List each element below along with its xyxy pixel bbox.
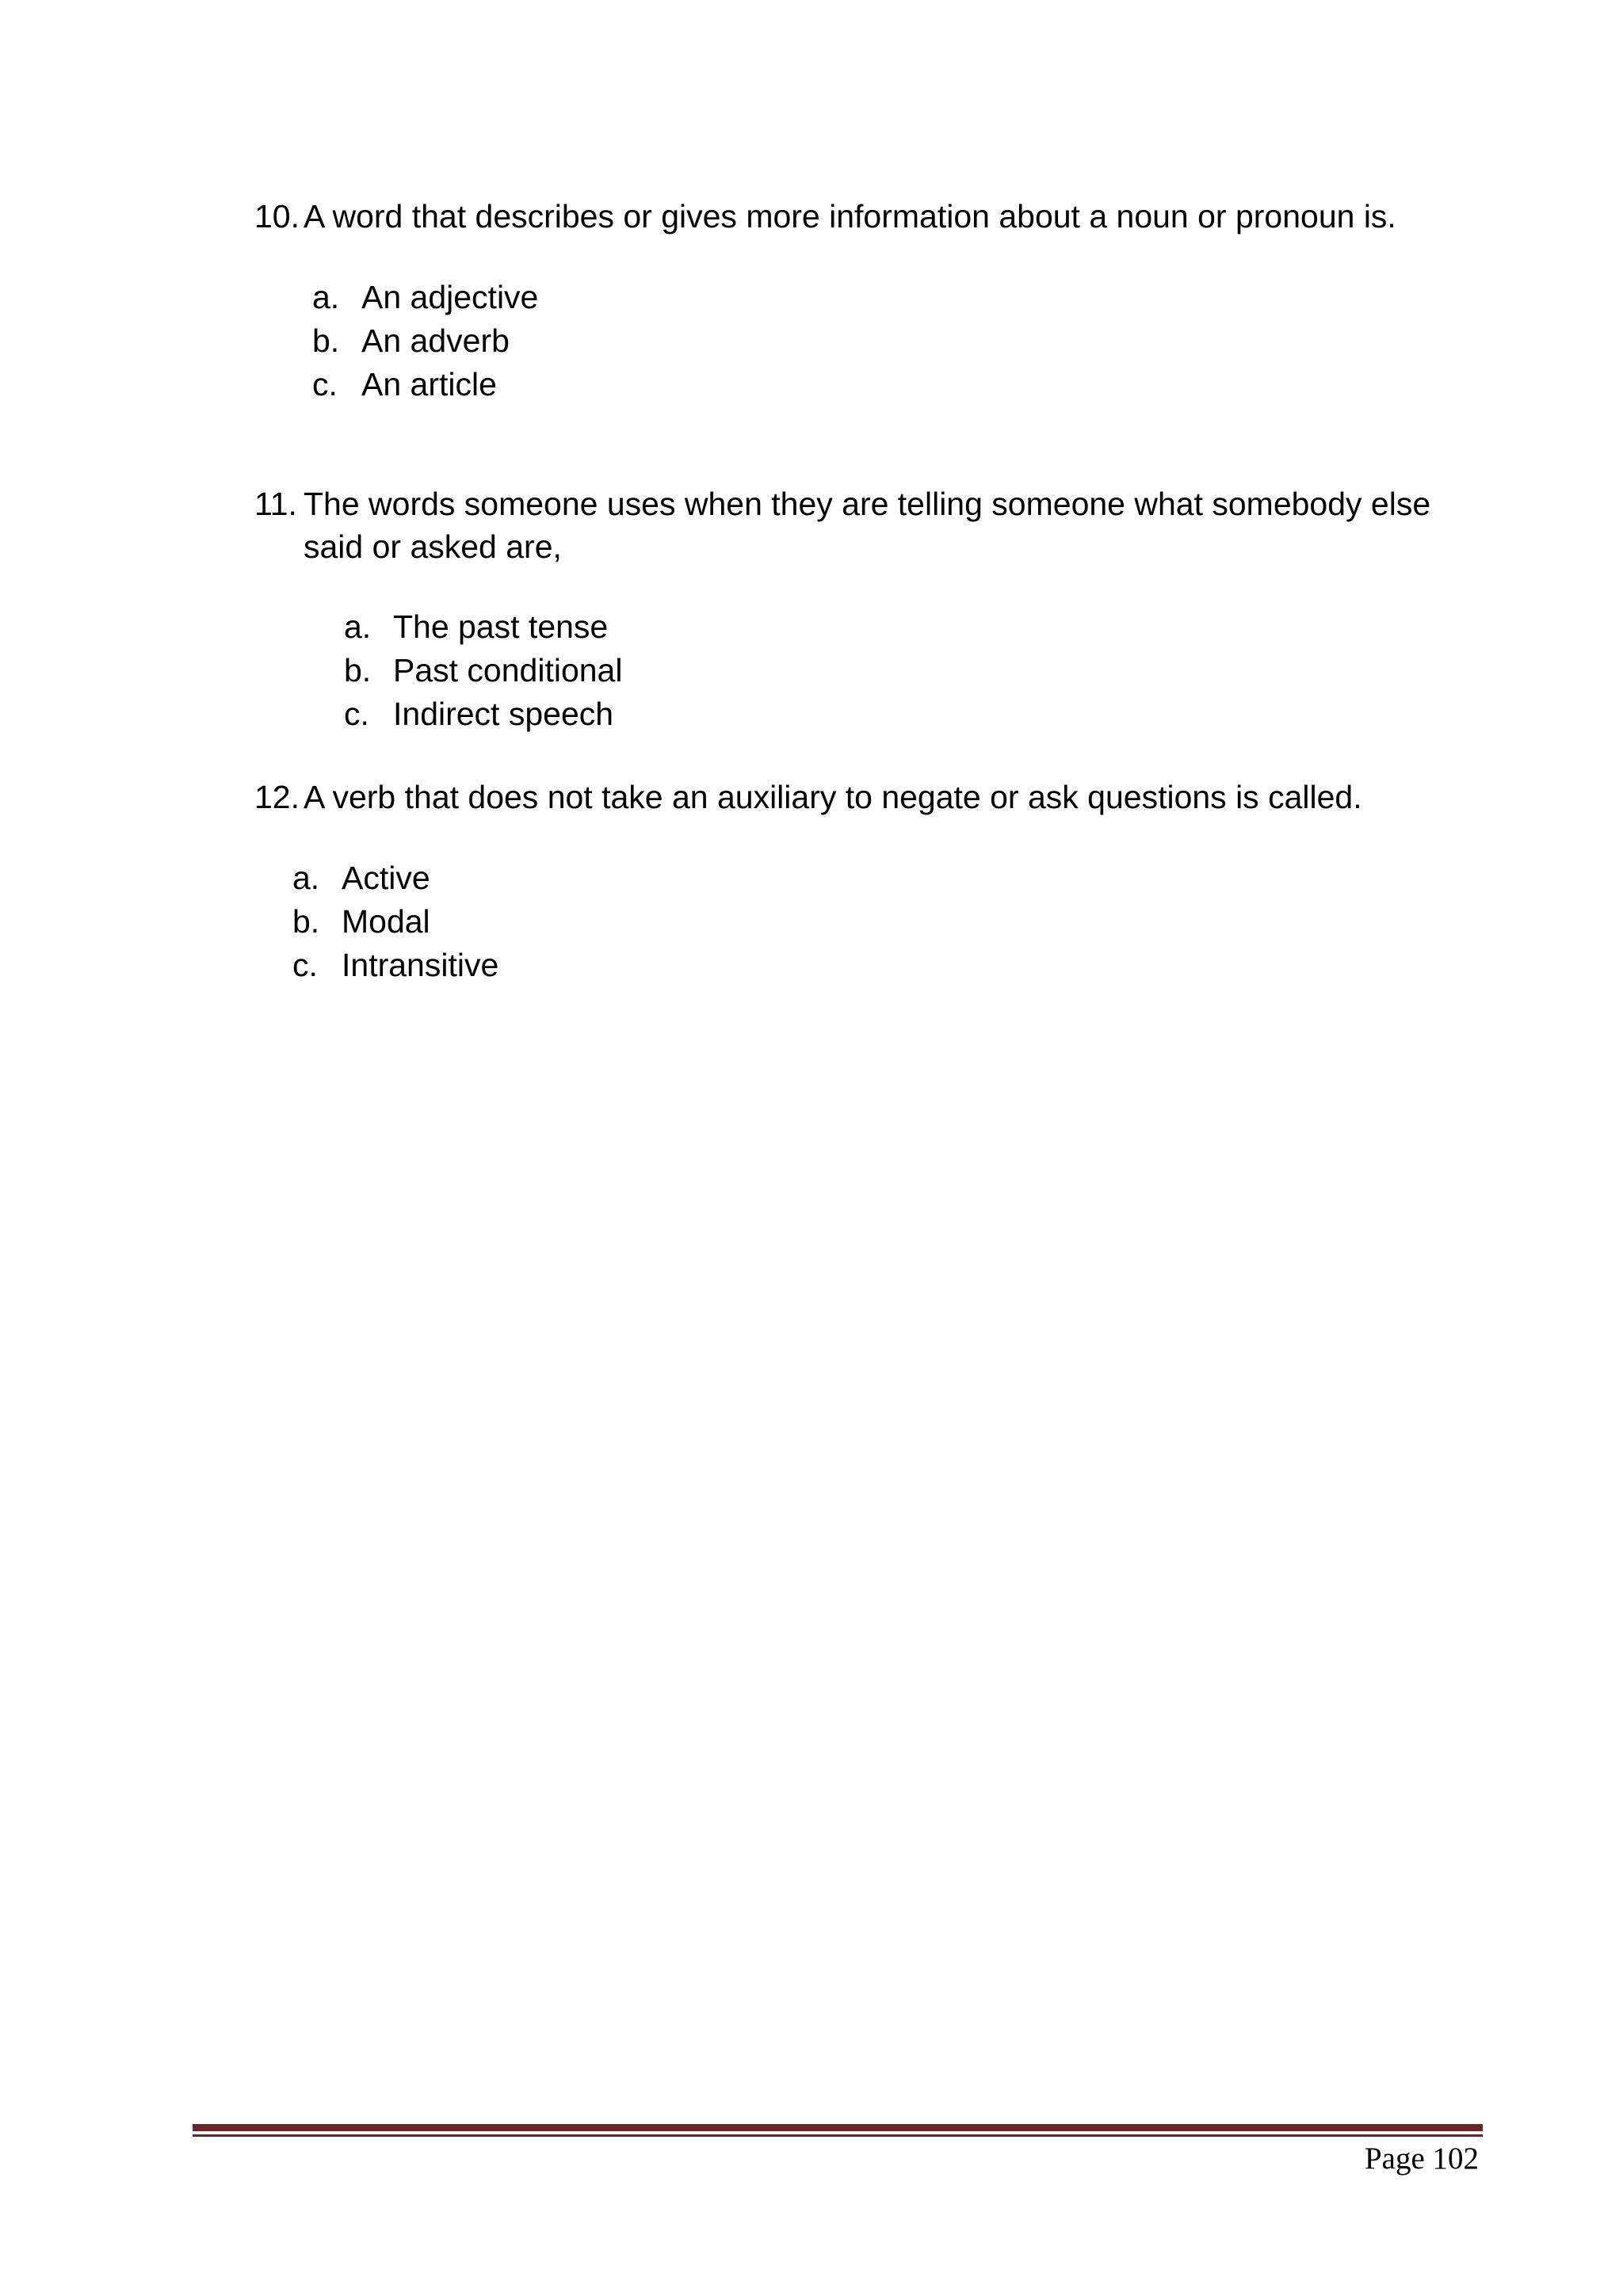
question-text: A word that describes or gives more information about a noun or pronoun is. [304,198,1396,235]
option-text: Active [342,860,430,896]
option-letter: a. [292,860,320,896]
option-text: Intransitive [342,947,499,983]
answer-option-a [292,856,498,900]
question-text: A verb that does not take an auxiliary to negate or ask questions is called. [304,779,1362,815]
option-letter: c. [344,696,369,732]
option-letter: a. [344,608,372,645]
option-letter: c. [292,947,318,983]
option-text: Past conditional [393,652,623,688]
answer-option-b [344,649,622,692]
option-letter: c. [312,366,338,402]
option-text: Indirect speech [393,696,614,732]
page-number: Page 102 [1364,2142,1479,2176]
answer-options-q10 [312,276,538,406]
question-stem [254,776,1459,818]
option-text: The past tense [393,608,609,645]
question-number: 11. [254,486,297,522]
answer-option-a [312,276,538,319]
answer-option-b [312,319,538,363]
option-text: An adverb [361,322,510,359]
option-text: Modal [342,903,430,940]
question-stem [254,195,1459,238]
answer-option-c [312,363,538,406]
footer-divider-thick [193,2124,1483,2131]
answer-option-c [344,692,622,736]
question-stem [254,482,1459,568]
answer-option-a [344,605,622,649]
question-12 [254,776,1459,818]
footer-divider-thin [193,2134,1483,2137]
answer-option-b [292,900,498,944]
option-text: An article [361,366,497,402]
option-letter: a. [312,279,340,315]
answer-options-q12 [292,856,498,987]
answer-options-q11 [344,605,622,736]
question-number: 10. [254,198,300,235]
option-letter: b. [292,903,320,940]
answer-option-c [292,944,498,987]
question-10 [254,195,1459,238]
option-letter: b. [312,322,340,359]
question-number: 12. [254,779,300,815]
question-text: The words someone uses when they are telling someone what somebody else said or asked are, [304,486,1431,565]
question-11 [254,482,1459,568]
option-letter: b. [344,652,372,688]
option-text: An adjective [361,279,539,315]
